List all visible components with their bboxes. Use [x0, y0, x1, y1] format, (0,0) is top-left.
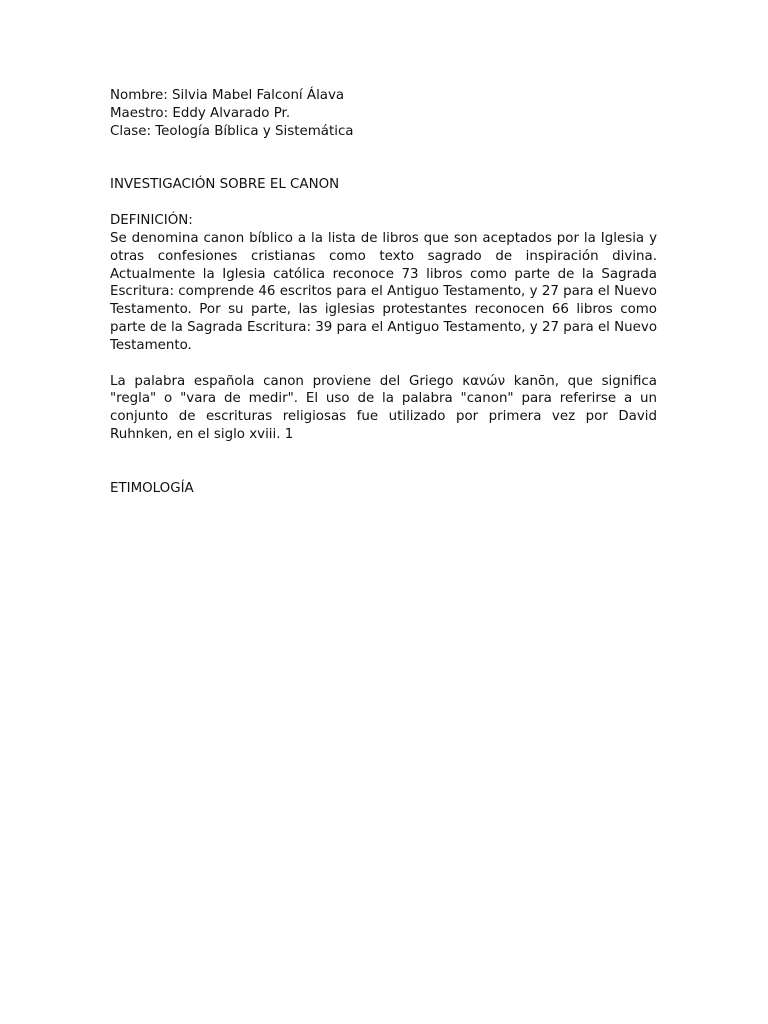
spacer	[110, 140, 657, 176]
class-name: Clase: Teología Bíblica y Sistemática	[110, 123, 354, 139]
spacer	[110, 355, 657, 373]
etymology-heading: ETIMOLOGÍA	[110, 480, 194, 496]
definition-heading: DEFINICIÓN:	[110, 213, 193, 229]
definition-paragraph: Se denomina canon bíblico a la lista de libros que son aceptados por la Iglesia y otras confesiones cristianas como texto sagrado de inspiración divina. Actualmente la Iglesia católica reconoce 73 libros como parte de la Sagrada Escritura: comprende 46 escritos para el Antiguo Testamento, y 27 para el Nuevo Testamento. Por su parte, las iglesias protestantes reconocen 66 libros como parte de la Sagrada Escritura: 39 para el Antiguo Testamento, y 27 para el Nuevo Testamento.	[110, 230, 658, 353]
student-name: Nombre: Silvia Mabel Falconí Álava	[110, 88, 345, 103]
document-body	[110, 87, 657, 498]
document-title: INVESTIGACIÓN SOBRE EL CANON	[110, 177, 340, 193]
teacher-name: Maestro: Eddy Alvarado Pr.	[110, 105, 291, 121]
spacer	[110, 194, 657, 212]
etymology-paragraph: La palabra española canon proviene del Griego κανών kanōn, que significa "regla" o "vara de medir". El uso de la palabra "canon" para referirse a un conjunto de escrituras religiosas fue utilizado por primera vez por David Ruhnken, en el siglo xviii. 1	[110, 373, 657, 442]
spacer	[110, 444, 657, 480]
